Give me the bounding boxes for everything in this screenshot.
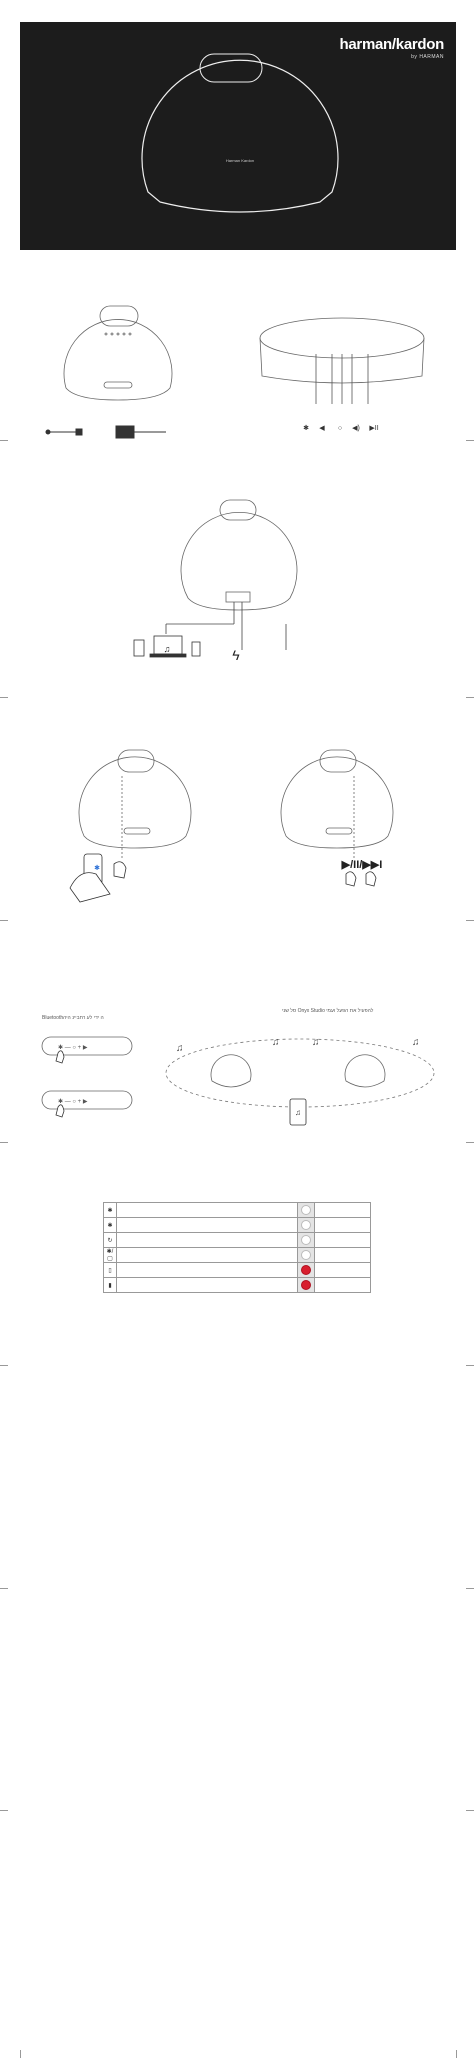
battery-low-icon: ▯ bbox=[104, 1263, 117, 1278]
status-cell bbox=[315, 1218, 371, 1233]
control-icons bbox=[303, 424, 379, 432]
power-bolt-icon: ϟ bbox=[232, 647, 240, 663]
hand-with-phone bbox=[70, 854, 126, 902]
cover-speaker-illustration bbox=[20, 22, 456, 250]
led-indicator-cell bbox=[298, 1278, 315, 1293]
status-cell bbox=[315, 1248, 371, 1263]
cover-panel bbox=[20, 22, 456, 250]
svg-text:♫: ♫ bbox=[272, 1037, 280, 1048]
music-notes bbox=[176, 1037, 420, 1054]
led-indicator-cell bbox=[298, 1218, 315, 1233]
status-cell bbox=[315, 1263, 371, 1278]
bluetooth-icon: ✱ bbox=[94, 865, 100, 872]
speaker-top bbox=[260, 318, 424, 404]
led-red bbox=[301, 1280, 311, 1290]
table-row bbox=[104, 1203, 371, 1218]
description-cell bbox=[117, 1263, 298, 1278]
remote-keys: ▶/II/▶▶I bbox=[341, 859, 383, 871]
pressing-hands bbox=[346, 872, 376, 886]
music-note-icon: ♫ bbox=[163, 644, 171, 654]
led-indicator-cell bbox=[298, 1203, 315, 1218]
led-red bbox=[301, 1265, 311, 1275]
svg-text:♫: ♫ bbox=[176, 1043, 184, 1054]
status-table bbox=[103, 1202, 371, 1293]
status-cell bbox=[315, 1203, 371, 1218]
power-cable bbox=[46, 426, 166, 438]
led-white bbox=[301, 1235, 311, 1245]
play-pause-icon: ▶II bbox=[369, 425, 379, 432]
table-row bbox=[104, 1218, 371, 1233]
led-indicator-cell bbox=[298, 1233, 315, 1248]
status-cell bbox=[315, 1278, 371, 1293]
table-row bbox=[104, 1248, 371, 1263]
description-cell bbox=[117, 1203, 298, 1218]
led-white bbox=[301, 1205, 311, 1215]
battery-charging-icon: ▮ bbox=[104, 1278, 117, 1293]
led-white bbox=[301, 1250, 311, 1260]
stereo-diagram bbox=[0, 1025, 474, 1165]
back-connections-diagram bbox=[0, 490, 474, 680]
bluetooth-dual-icon: ✱/▢ bbox=[104, 1248, 117, 1263]
description-cell bbox=[117, 1233, 298, 1248]
stereo-right-caption: סל שני Onyx Studio להפעיל את הפעל ועמי bbox=[282, 1008, 374, 1014]
svg-text:♫: ♫ bbox=[312, 1037, 320, 1048]
svg-text:✱ — ○ + ▶: ✱ — ○ + ▶ bbox=[58, 1045, 88, 1051]
svg-text:♫: ♫ bbox=[295, 1108, 301, 1117]
table-row bbox=[104, 1263, 371, 1278]
led-indicator-cell bbox=[298, 1248, 315, 1263]
led-indicator-cell bbox=[298, 1263, 315, 1278]
pairing-diagram bbox=[0, 728, 474, 908]
sync-icon: ↻ bbox=[104, 1233, 117, 1248]
description-cell bbox=[117, 1218, 298, 1233]
svg-text:♫: ♫ bbox=[412, 1037, 420, 1048]
brand-logo: harman/kardon bbox=[339, 36, 444, 53]
cover-device-label: Harman Kardon bbox=[225, 158, 255, 163]
power-icon: ○ bbox=[337, 425, 343, 432]
stereo-left-caption: Bluetoothה ידי לע רחביינ היה bbox=[42, 1015, 104, 1021]
bluetooth-icon: ✱ bbox=[104, 1218, 117, 1233]
controls-diagram bbox=[0, 290, 474, 460]
volume-up-icon: ◀) bbox=[352, 425, 360, 432]
table-row bbox=[104, 1278, 371, 1293]
bluetooth-icon: ✱ bbox=[104, 1203, 117, 1218]
table-row bbox=[104, 1233, 371, 1248]
status-cell bbox=[315, 1233, 371, 1248]
brand-subtitle: by HARMAN bbox=[411, 54, 444, 60]
description-cell bbox=[117, 1278, 298, 1293]
bluetooth-button-icon: ✱ bbox=[303, 425, 309, 432]
svg-text:✱ — ○ + ▶: ✱ — ○ + ▶ bbox=[58, 1099, 88, 1105]
speaker-front bbox=[64, 306, 172, 400]
description-cell bbox=[117, 1248, 298, 1263]
led-white bbox=[301, 1220, 311, 1230]
volume-down-icon: ◀ bbox=[319, 425, 325, 432]
